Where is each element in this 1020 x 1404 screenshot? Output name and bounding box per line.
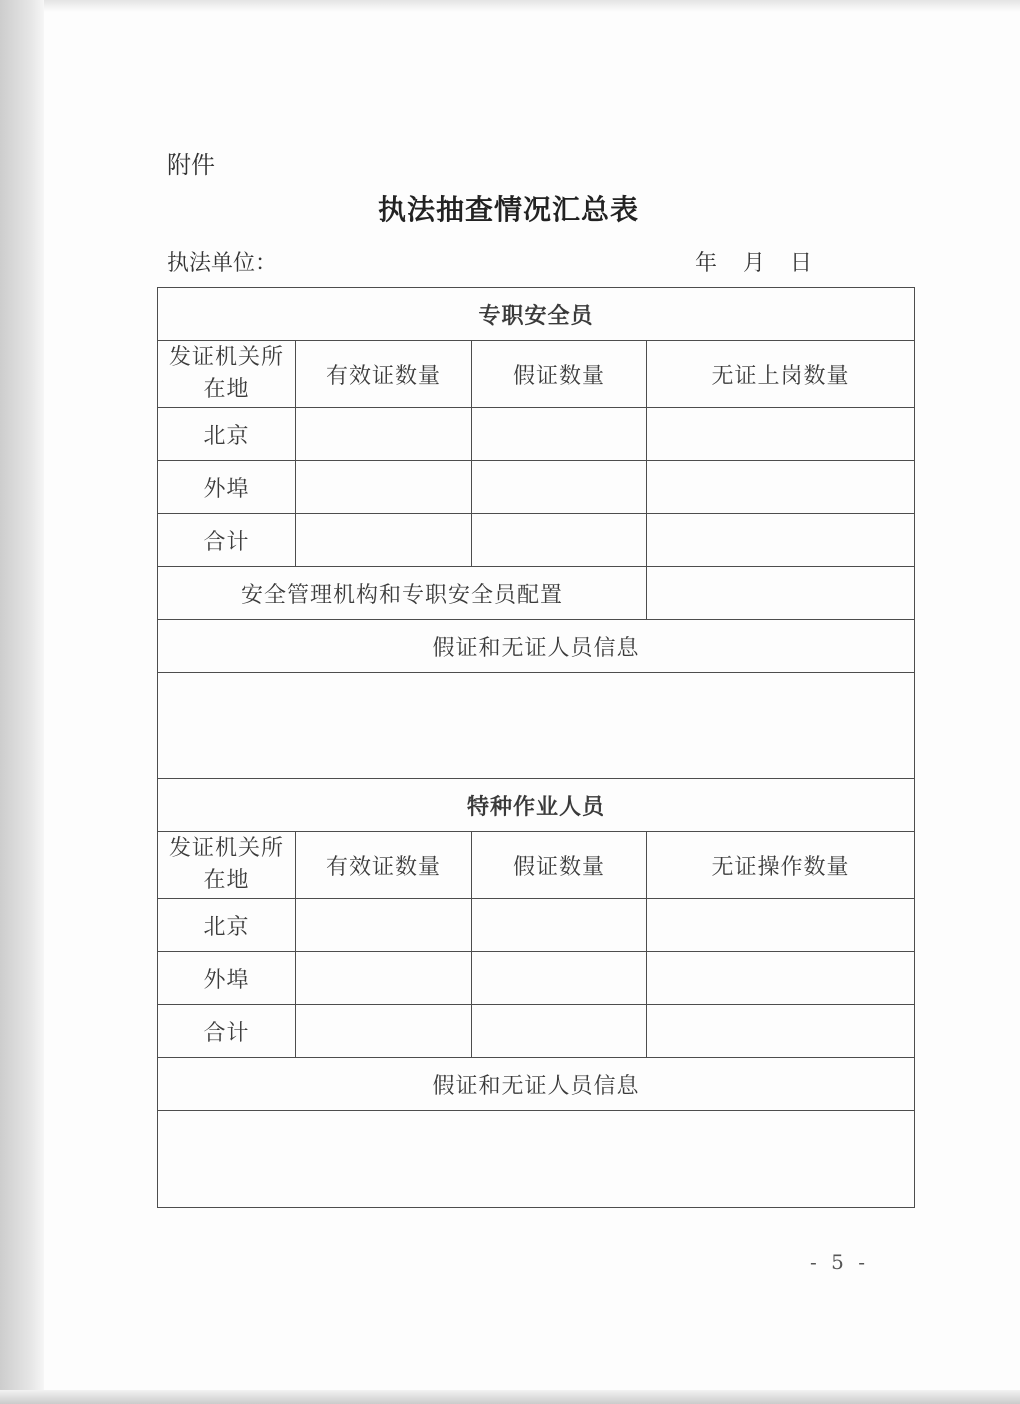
column-header-fake-cert-count: 假证数量 xyxy=(472,832,647,899)
empty-cell xyxy=(296,461,472,514)
empty-cell xyxy=(647,514,915,567)
scan-edge-left xyxy=(0,0,44,1404)
column-header-uncertified-count: 无证操作数量 xyxy=(647,832,915,899)
empty-cell xyxy=(647,461,915,514)
column-header-row xyxy=(158,341,915,408)
row-label-beijing: 北京 xyxy=(158,899,296,952)
row-label-beijing: 北京 xyxy=(158,408,296,461)
enforcement-unit-label: 执法单位： xyxy=(167,251,278,276)
empty-cell xyxy=(158,673,915,779)
column-header-fake-cert-count: 假证数量 xyxy=(472,341,647,408)
empty-cell xyxy=(647,408,915,461)
column-header-valid-cert-count: 有效证数量 xyxy=(296,341,472,408)
page-number: - 5 - xyxy=(810,1250,869,1274)
empty-cell xyxy=(296,408,472,461)
info-label: 假证和无证人员信息 xyxy=(158,1058,915,1111)
section-heading-row xyxy=(158,288,915,341)
column-header-row xyxy=(158,832,915,899)
column-header-label: 发证机关所在地 xyxy=(168,836,284,893)
section-heading-special-operators: 特种作业人员 xyxy=(158,779,915,832)
empty-cell xyxy=(472,514,647,567)
column-header-label: 发证机关所在地 xyxy=(168,345,284,402)
column-header-issuing-location xyxy=(158,832,296,899)
empty-cell xyxy=(472,408,647,461)
table-row xyxy=(158,408,915,461)
date-month-label: 月 xyxy=(743,251,766,276)
table-row xyxy=(158,514,915,567)
empty-cell xyxy=(647,567,915,620)
table-row xyxy=(158,461,915,514)
row-label-total: 合计 xyxy=(158,1005,296,1058)
info-label: 假证和无证人员信息 xyxy=(158,620,915,673)
empty-cell xyxy=(158,1111,915,1208)
info-blank-row xyxy=(158,673,915,779)
empty-cell xyxy=(647,952,915,1005)
row-label-other-regions: 外埠 xyxy=(158,952,296,1005)
empty-cell xyxy=(296,514,472,567)
attachment-label: 附件 xyxy=(167,151,215,179)
section-heading-row xyxy=(158,779,915,832)
row-label-total: 合计 xyxy=(158,514,296,567)
empty-cell xyxy=(296,1005,472,1058)
empty-cell xyxy=(472,461,647,514)
summary-table xyxy=(157,287,915,1208)
section-heading-safety-officers: 专职安全员 xyxy=(158,288,915,341)
info-heading-row xyxy=(158,1058,915,1111)
empty-cell xyxy=(472,952,647,1005)
date-day-label: 日 xyxy=(790,251,813,276)
date-year-label: 年 xyxy=(695,251,718,276)
table-row xyxy=(158,899,915,952)
config-label: 安全管理机构和专职安全员配置 xyxy=(158,567,647,620)
empty-cell xyxy=(472,1005,647,1058)
column-header-issuing-location xyxy=(158,341,296,408)
empty-cell xyxy=(296,899,472,952)
column-header-uncertified-count: 无证上岗数量 xyxy=(647,341,915,408)
table-row xyxy=(158,1005,915,1058)
config-row xyxy=(158,567,915,620)
scan-edge-top xyxy=(44,0,1020,12)
empty-cell xyxy=(296,952,472,1005)
empty-cell xyxy=(647,1005,915,1058)
table-row xyxy=(158,952,915,1005)
column-header-valid-cert-count: 有效证数量 xyxy=(296,832,472,899)
empty-cell xyxy=(472,899,647,952)
info-heading-row xyxy=(158,620,915,673)
page-title: 执法抽查情况汇总表 xyxy=(378,193,640,226)
info-blank-row xyxy=(158,1111,915,1208)
empty-cell xyxy=(647,899,915,952)
row-label-other-regions: 外埠 xyxy=(158,461,296,514)
scan-edge-bottom xyxy=(0,1390,1020,1404)
